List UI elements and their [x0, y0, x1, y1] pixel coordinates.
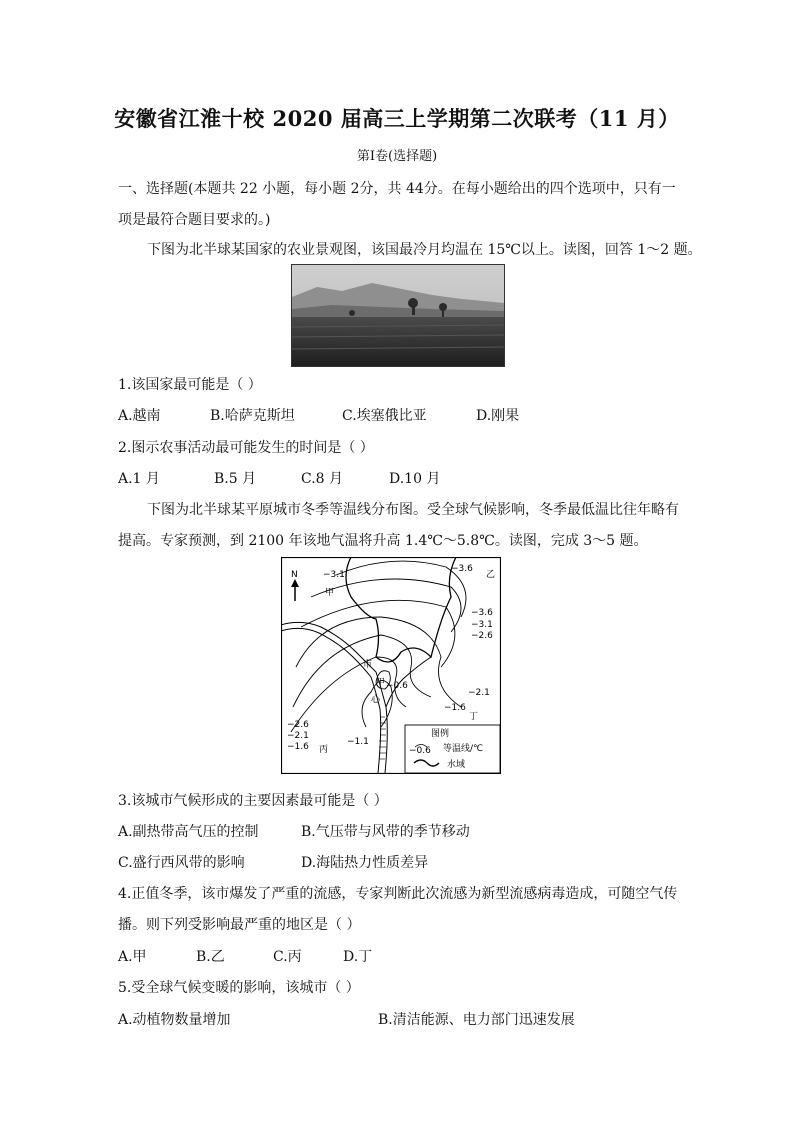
- section-instructions-line1: 一、选择题(本题共 22 小题，每小题 2分，共 44分。在每小题给出的四个选项中，只有一: [118, 181, 676, 197]
- iso-label: −3.6: [471, 608, 493, 618]
- question-1-option-b: B.哈萨克斯坦: [210, 408, 295, 424]
- legend-isotherm-value: −0.6: [409, 746, 431, 756]
- question-5-stem: 5.受全球气候变暖的影响，该城市（ ）: [118, 980, 360, 996]
- question-4-option-d: D.丁: [343, 949, 373, 965]
- intro-q1-2: 下图为北半球某国家的农业景观图，该国最冷月均温在 15℃以上。读图，回答 1～2 题。: [147, 242, 702, 258]
- iso-label: −3.6: [451, 564, 473, 574]
- iso-label: −2.6: [287, 720, 309, 730]
- question-2-option-c: C.8 月: [301, 471, 344, 487]
- label-xin: 心: [371, 695, 381, 705]
- question-3-option-b: B.气压带与风带的季节移动: [301, 824, 470, 840]
- question-5-option-a: A.动植物数量增加: [118, 1012, 231, 1028]
- question-3-option-a: A.副热带高气压的控制: [118, 824, 259, 840]
- iso-label: −2.6: [471, 631, 493, 641]
- question-2-stem: 2.图示农事活动最可能发生的时间是（ ）: [118, 440, 374, 456]
- label-ding: 丁: [469, 712, 479, 722]
- label-jia-mid: 甲: [376, 678, 386, 688]
- page-title: 安徽省江淮十校 2020 届高三上学期第二次联考（11 月）: [114, 106, 680, 131]
- agricultural-landscape-photo: [291, 264, 505, 367]
- label-jia-top: 甲: [325, 588, 335, 598]
- section-subtitle: 第Ⅰ卷(选择题): [356, 149, 438, 164]
- label-yi: 乙: [486, 570, 496, 580]
- section-instructions-line2: 项是最符合题目要求的。): [118, 212, 271, 228]
- iso-label: −3.1: [471, 620, 493, 630]
- question-2-option-d: D.10 月: [389, 471, 441, 487]
- question-3-stem: 3.该城市气候形成的主要因素最可能是（ ）: [118, 793, 388, 809]
- question-4-line2: 播。则下列受影响最严重的地区是（ ）: [118, 917, 361, 933]
- legend-title: 图例: [431, 729, 450, 739]
- iso-label: −1.1: [347, 737, 369, 747]
- question-1-option-c: C.埃塞俄比亚: [342, 408, 427, 424]
- question-4-line1: 4.正值冬季，该市爆发了严重的流感，专家判断此次流感为新型流感病毒造成，可随空气传: [118, 886, 678, 902]
- iso-label: −2.1: [287, 731, 309, 741]
- question-1-option-d: D.刚果: [476, 408, 520, 424]
- question-1-stem: 1.该国家最可能是（ ）: [118, 377, 262, 393]
- label-shi: 市: [363, 660, 373, 670]
- iso-label: −1.6: [444, 703, 466, 713]
- map-legend: [405, 725, 500, 773]
- question-4-option-b: B.乙: [196, 949, 225, 965]
- question-1-option-a: A.越南: [118, 408, 161, 424]
- iso-label: −3.1: [323, 570, 345, 580]
- question-4-option-c: C.丙: [273, 949, 302, 965]
- legend-water: 水域: [447, 760, 466, 770]
- question-3-option-c: C.盛行西风带的影响: [118, 855, 245, 871]
- intro-q3-5-line1: 下图为北半球某平原城市冬季等温线分布图。受全球气候影响，冬季最低温比往年略有: [147, 502, 679, 518]
- iso-label: −0.6: [386, 681, 408, 691]
- legend-isotherm: 等温线/℃: [443, 744, 484, 754]
- question-5-option-b: B.清洁能源、电力部门迅速发展: [378, 1012, 575, 1028]
- question-3-option-d: D.海陆热力性质差异: [301, 855, 429, 871]
- north-label: N: [291, 570, 298, 580]
- label-bing: 丙: [319, 745, 329, 755]
- isotherm-map: [281, 557, 501, 774]
- question-4-option-a: A.甲: [118, 949, 147, 965]
- question-2-option-b: B.5 月: [214, 471, 257, 487]
- iso-label: −1.6: [287, 742, 309, 752]
- intro-q3-5-line2: 提高。专家预测，到 2100 年该地气温将升高 1.4℃～5.8℃。读图，完成 3～5 题。: [118, 533, 648, 549]
- question-2-option-a: A.1 月: [118, 471, 160, 487]
- iso-label: −2.1: [468, 688, 490, 698]
